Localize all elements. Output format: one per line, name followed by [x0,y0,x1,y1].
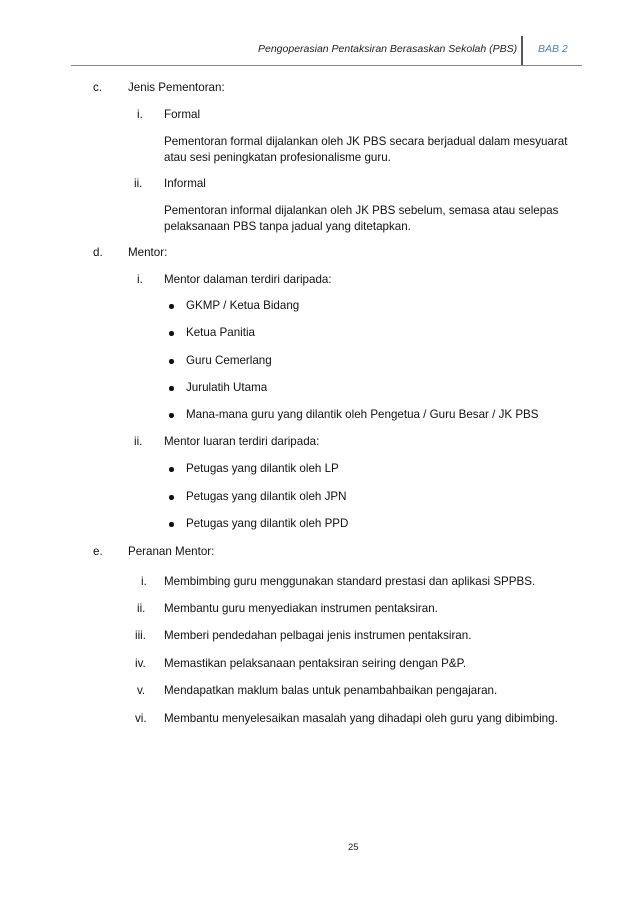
header-rule [71,65,582,66]
d-group-1-bullet-2: Ketua Panitia [186,326,255,339]
e-item-5-text: Mendapatkan maklum balas untuk penambahbaikan pengajaran. [164,684,498,697]
e-item-1-text: Membimbing guru menggunakan standard prestasi dan aplikasi SPPBS. [164,575,536,588]
c-item-2-label: Informal [164,177,206,190]
bullet-dot [169,331,174,336]
bullet-dot [169,522,174,527]
bullet-dot [169,413,174,418]
bullet-dot [169,359,174,364]
d-group-1-marker: i. [137,273,143,286]
c-item-2-desc-line2: pelaksanaan PBS tanpa jadual yang ditetapkan. [164,220,411,233]
c-item-1-desc-line2: atau sesi peningkatan profesionalisme guru. [164,151,391,164]
d-group-1-label: Mentor dalaman terdiri daripada: [164,273,332,286]
d-group-1-bullet-4: Jurulatih Utama [186,381,268,394]
c-item-1-label: Formal [164,108,201,121]
c-item-1-desc-line1: Pementoran formal dijalankan oleh JK PBS secara berjadual dalam mesyuarat [164,135,568,148]
e-item-2-marker: ii. [137,602,146,615]
e-item-5-marker: v. [137,684,146,697]
header-title: Pengoperasian Pentaksiran Berasaskan Sekolah (PBS) [258,43,518,55]
bullet-dot [169,304,174,309]
e-item-2-text: Membantu guru menyediakan instrumen pentaksiran. [164,602,438,615]
section-d-heading: Mentor: [128,246,168,259]
c-item-2-desc-line1: Pementoran informal dijalankan oleh JK PBS sebelum, semasa atau selepas [164,204,559,217]
e-item-1-marker: i. [141,575,147,588]
d-group-2-bullet-3: Petugas yang dilantik oleh PPD [186,517,349,530]
d-group-2-label: Mentor luaran terdiri daripada: [164,435,320,448]
section-c-marker: c. [93,81,103,94]
d-group-2-marker: ii. [134,435,143,448]
e-item-6-text: Membantu menyelesaikan masalah yang dihadapi oleh guru yang dibimbing. [164,712,558,725]
bullet-dot [169,386,174,391]
e-item-3-text: Memberi pendedahan pelbagai jenis instrumen pentaksiran. [164,629,472,642]
e-item-6-marker: vi. [135,712,147,725]
c-item-1-marker: i. [137,108,143,121]
e-item-3-marker: iii. [135,629,146,642]
d-group-1-bullet-3: Guru Cemerlang [186,354,272,367]
bullet-dot [169,495,174,500]
section-d-marker: d. [93,246,103,259]
d-group-1-bullet-1: GKMP / Ketua Bidang [186,299,300,312]
bullet-dot [169,467,174,472]
section-e-marker: e. [93,545,103,558]
c-item-2-marker: ii. [134,177,143,190]
section-c-heading: Jenis Pementoran: [128,81,225,94]
d-group-2-bullet-1: Petugas yang dilantik oleh LP [186,462,339,475]
header-chapter: BAB 2 [538,43,568,55]
e-item-4-text: Memastikan pelaksanaan pentaksiran seiring dengan P&P. [164,657,467,670]
e-item-4-marker: iv. [135,657,146,670]
d-group-1-bullet-5: Mana-mana guru yang dilantik oleh Pengetua / Guru Besar / JK PBS [186,408,539,421]
page-number: 25 [348,842,359,853]
section-e-heading: Peranan Mentor: [128,545,215,558]
d-group-2-bullet-2: Petugas yang dilantik oleh JPN [186,490,347,503]
header-separator [521,36,523,66]
